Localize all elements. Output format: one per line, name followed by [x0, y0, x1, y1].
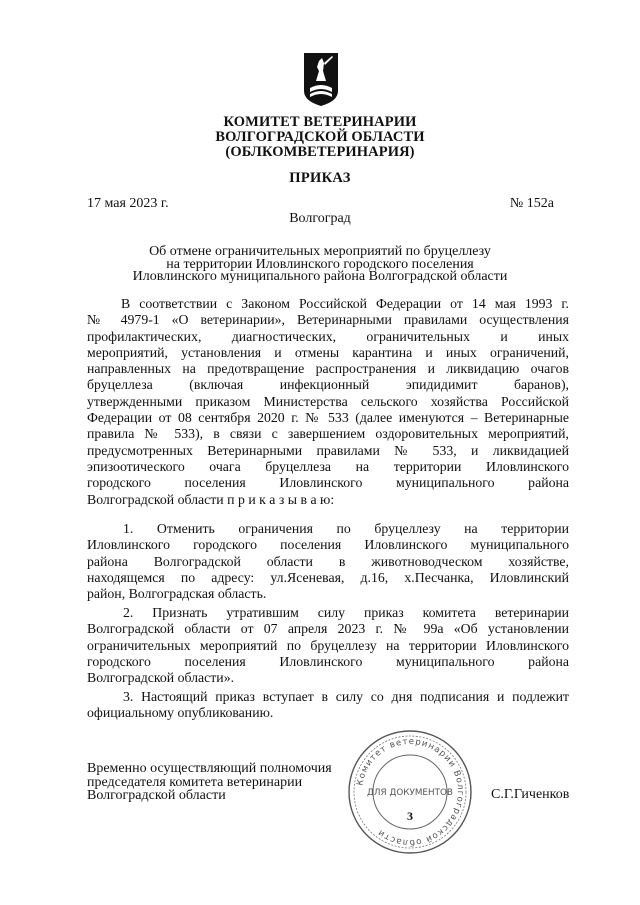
subject-line: Об отмене ограничительных мероприятий по бруцеллезу	[149, 244, 491, 259]
document-number: № 152а	[509, 196, 554, 211]
document-date: 17 мая 2023 г.	[87, 196, 169, 211]
text-line: Волгоградской области».	[87, 670, 235, 686]
text-line: правила № 533), в связи с завершением оздоровительных мероприятий,	[87, 426, 569, 442]
stamp-number: 3	[407, 809, 413, 823]
text-line: № 4979-1 «О ветеринарии», Ветеринарными правилами осуществления	[87, 312, 569, 328]
document-subject	[0, 246, 640, 284]
text-line: эпизоотического очага бруцеллеза на территории Иловлинского	[87, 458, 569, 474]
subject-line: на территории Иловлинского городского поселения	[166, 256, 474, 272]
text-line: официальному опубликованию.	[87, 705, 274, 721]
text-line: направленных на предотвращение распространения и ликвидацию очагов	[87, 361, 569, 377]
document-type: ПРИКАЗ	[289, 170, 351, 186]
signatory-position-line: председателя комитета ветеринарии	[87, 774, 303, 790]
text-line: ограничительных мероприятий по бруцеллезу на территории Иловлинского	[87, 637, 569, 653]
stamp-center-text: ДЛЯ ДОКУМЕНТОВ	[367, 788, 453, 798]
text-line: находящемся по адресу: ул.Ясеневая, д.16, х.Песчанка, Иловлинский	[87, 569, 569, 585]
text-line: городского поселения Иловлинского муниципального района	[87, 475, 569, 491]
volgograd-emblem-icon	[302, 51, 340, 107]
signatory-name: С.Г.Гиченков	[491, 787, 570, 802]
text-line: 3. Настоящий приказ вступает в силу со дня подписания и подлежит	[123, 689, 569, 704]
org-name-line1: КОМИТЕТ ВЕТЕРИНАРИИ	[223, 114, 417, 130]
text-line: района Волгоградской области в животноводческом хозяйстве,	[87, 553, 569, 569]
document-city: Волгоград	[289, 211, 351, 226]
text-line: 1. Отменить ограничения по бруцеллезу на территории	[123, 521, 569, 536]
text-line: городского поселения Иловлинского муниципального района	[87, 653, 569, 669]
paragraph-preamble	[87, 296, 569, 508]
org-name-line2: ВОЛГОГРАДСКОЙ ОБЛАСТИ	[215, 129, 425, 145]
text-line: район, Волгоградская область.	[87, 586, 267, 602]
text-line: Иловлинского городского поселения Иловлинского муниципального	[87, 537, 569, 553]
paragraph-item-1	[87, 521, 569, 602]
text-line: утвержденными приказом Министерства сельского хозяйства Российской	[87, 393, 569, 409]
paragraph-item-3	[87, 689, 569, 722]
signatory-position-line: Временно осуществляющий полномочия	[87, 761, 332, 776]
text-line: профилактических, диагностических, ограничительных и иных	[87, 328, 569, 344]
text-line: Федерации от 08 сентября 2020 г. № 533 (далее именуются – Ветеринарные	[87, 410, 569, 426]
paragraph-item-2	[87, 605, 569, 686]
org-name-line3: (ОБЛКОМВЕТЕРИНАРИЯ)	[225, 144, 415, 160]
text-line: Волгоградской области от 07 апреля 2023 г. № 99а «Об установлении	[87, 621, 569, 637]
text-line: В соответствии с Законом Российской Федерации от 14 мая 1993 г.	[121, 296, 569, 311]
signatory-position-line: Волгоградской области	[87, 788, 226, 803]
text-line: Волгоградской области п р и к а з ы в а ю:	[87, 491, 335, 507]
text-line: мероприятий, установления и отмены карантина и иных ограничений,	[87, 344, 569, 360]
subject-line: Иловлинского муниципального района Волгоградской области	[132, 269, 508, 285]
text-line: предусмотренных Ветеринарными правилами № 533, и ликвидацией	[87, 442, 569, 458]
text-line: бруцеллеза (включая инфекционный эпидидимит баранов),	[87, 377, 569, 393]
stamp-arc-text: Комитет ветеринарии Волгоградской области	[355, 736, 466, 848]
text-line: 2. Признать утратившим силу приказ комитета ветеринарии	[123, 605, 569, 620]
signatory-position	[87, 762, 332, 803]
round-stamp-icon	[346, 728, 474, 856]
